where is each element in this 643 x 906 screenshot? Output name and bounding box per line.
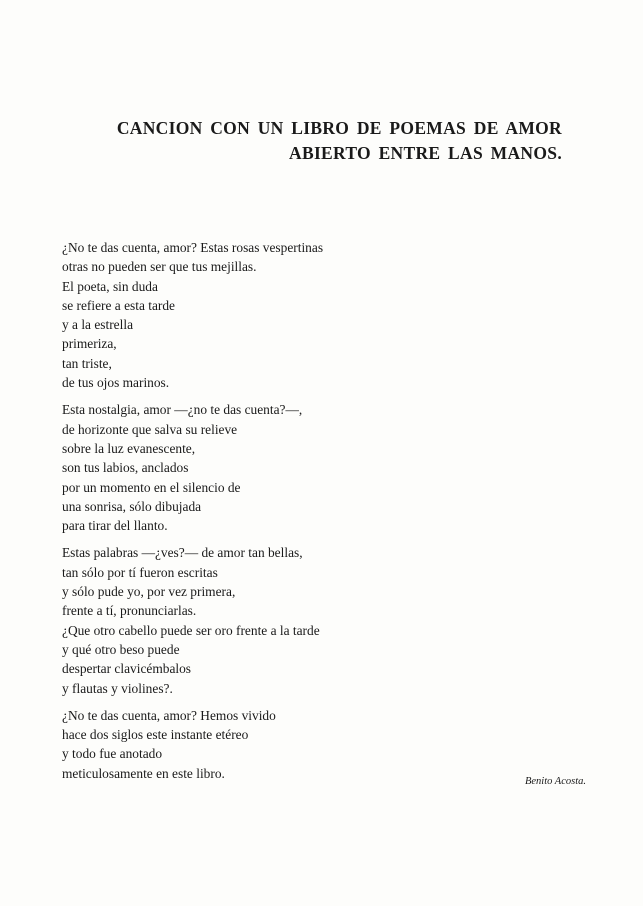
poem-line: Esta nostalgia, amor —¿no te das cuenta?—, <box>62 402 303 418</box>
poem-line: otras no pueden ser que tus mejillas. <box>62 259 257 275</box>
poem-line: y a la estrella <box>62 317 134 333</box>
poem-line: ¿Que otro cabello puede ser oro frente a la tarde <box>62 622 320 638</box>
poem-line: Estas palabras —¿ves?— de amor tan bellas, <box>62 545 303 561</box>
poem-line: se refiere a esta tarde <box>62 297 175 313</box>
poem-line: despertar clavicémbalos <box>62 661 192 677</box>
poem-title <box>60 116 562 166</box>
title-line-2: ABIERTO ENTRE LAS MANOS. <box>289 143 562 163</box>
poem-line: meticulosamente en este libro. <box>62 765 225 781</box>
poem-line: frente a tí, pronunciarlas. <box>62 603 197 619</box>
author-signature: Benito Acosta. <box>524 776 586 787</box>
poem-line: tan triste, <box>62 355 112 371</box>
poem-line: primeriza, <box>62 336 117 352</box>
poem-line: El poeta, sin duda <box>62 278 158 294</box>
poem-line: y flautas y violines?. <box>62 680 173 696</box>
stanza <box>62 543 482 697</box>
poem-line: hace dos siglos este instante etéreo <box>62 727 249 743</box>
poem-line: de tus ojos marinos. <box>62 375 170 391</box>
poem-line: ¿No te das cuenta, amor? Hemos vivido <box>62 707 276 723</box>
poem-line: y qué otro beso puede <box>62 641 180 657</box>
stanza <box>62 238 482 392</box>
poem-line: una sonrisa, sólo dibujada <box>62 498 202 514</box>
poem-line: de horizonte que salva su relieve <box>62 421 238 437</box>
poem-line: ¿No te das cuenta, amor? Estas rosas vespertinas <box>62 240 324 255</box>
poem-line: para tirar del llanto. <box>62 518 168 534</box>
poem-line: por un momento en el silencio de <box>62 479 241 495</box>
stanza <box>62 400 482 535</box>
title-line-1: CANCION CON UN LIBRO DE POEMAS DE AMOR <box>116 118 562 138</box>
poem-line: y sólo pude yo, por vez primera, <box>62 584 236 600</box>
poem-line: son tus labios, anclados <box>62 460 189 476</box>
poem-body <box>62 238 482 791</box>
poem-line: tan sólo por tí fueron escritas <box>62 564 218 580</box>
poem-line: sobre la luz evanescente, <box>62 440 196 456</box>
stanza <box>62 706 482 783</box>
poem-line: y todo fue anotado <box>62 746 163 762</box>
